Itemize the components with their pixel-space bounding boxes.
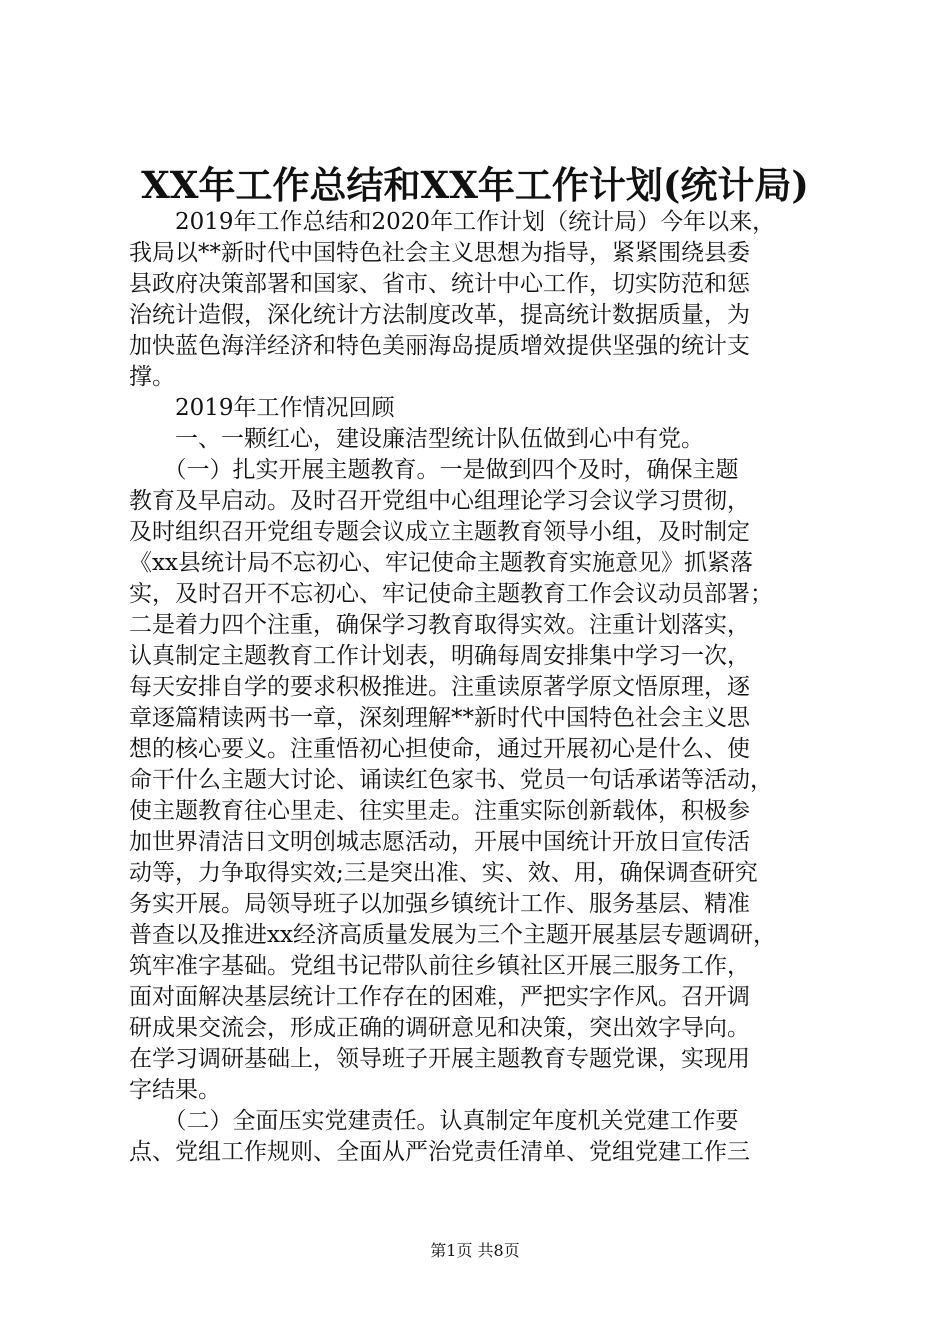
body-text-line: 加快蓝色海洋经济和特色美丽海岛提质增效提供坚强的统计支 — [129, 333, 750, 359]
body-text-line: 筑牢准字基础。党组书记带队前往乡镇社区开展三服务工作， — [129, 953, 750, 979]
body-text-line: 实，及时召开不忘初心、牢记使命主题教育工作会议动员部署； — [129, 581, 773, 607]
body-text-line: 2019年工作总结和2020年工作计划（统计局）今年以来， — [129, 209, 776, 235]
body-text-line: 二是着力四个注重，确保学习教育取得实效。注重计划落实， — [129, 612, 750, 638]
body-text-line: 教育及早启动。及时召开党组中心组理论学习会议学习贯彻， — [129, 488, 750, 514]
body-text-line: 在学习调研基础上，领导班子开展主题教育专题党课，实现用 — [129, 1046, 750, 1072]
body-text-line: 加世界清洁日文明创城志愿活动，开展中国统计开放日宣传活 — [129, 829, 750, 855]
body-text-line: 撑。 — [129, 364, 175, 390]
body-text-line: 治统计造假，深化统计方法制度改革，提高统计数据质量，为 — [129, 302, 750, 328]
body-text-line: 《xx县统计局不忘初心、牢记使命主题教育实施意见》抓紧落 — [129, 550, 753, 576]
body-text-line: 字结果。 — [129, 1077, 221, 1103]
body-text-line: （一）扎实开展主题教育。一是做到四个及时，确保主题 — [129, 457, 739, 483]
body-text-line: 2019年工作情况回顾 — [129, 395, 395, 421]
body-text-line: 面对面解决基层统计工作存在的困难，严把实字作风。召开调 — [129, 984, 750, 1010]
body-text-line: 普查以及推进xx经济高质量发展为三个主题开展基层专题调研， — [129, 922, 776, 948]
body-text-line: 点、党组工作规则、全面从严治党责任清单、党组党建工作三 — [129, 1139, 750, 1165]
body-text-line: 想的核心要义。注重悟初心担使命，通过开展初心是什么、使 — [129, 736, 750, 762]
body-text-line: 及时组织召开党组专题会议成立主题教育领导小组，及时制定 — [129, 519, 750, 545]
body-text-line: 认真制定主题教育工作计划表，明确每周安排集中学习一次， — [129, 643, 750, 669]
body-text-line: 命干什么主题大讨论、诵读红色家书、党员一句话承诺等活动， — [129, 767, 773, 793]
body-text-line: 务实开展。局领导班子以加强乡镇统计工作、服务基层、精准 — [129, 891, 750, 917]
page-footer: 第1页 共8页 — [430, 1241, 520, 1260]
body-text-line: 研成果交流会，形成正确的调研意见和决策，突出效字导向。 — [129, 1015, 750, 1041]
body-text-line: 每天安排自学的要求积极推进。注重读原著学原文悟原理，逐 — [129, 674, 750, 700]
body-text-line: （二）全面压实党建责任。认真制定年度机关党建工作要 — [129, 1108, 739, 1134]
body-text-line: 动等，力争取得实效;三是突出准、实、效、用，确保调查研究 — [129, 860, 758, 886]
body-text-line: 一、一颗红心，建设廉洁型统计队伍做到心中有党。 — [129, 426, 704, 452]
document-body — [129, 207, 831, 1168]
body-text-line: 章逐篇精读两书一章，深刻理解**新时代中国特色社会主义思 — [129, 705, 750, 731]
document-title: XX年工作总结和XX年工作计划(统计局) — [141, 163, 809, 207]
body-text-line: 使主题教育往心里走、往实里走。注重实际创新载体，积极参 — [129, 798, 750, 824]
body-text-line: 我局以**新时代中国特色社会主义思想为指导，紧紧围绕县委 — [129, 240, 750, 266]
body-text-line: 县政府决策部署和国家、省市、统计中心工作，切实防范和惩 — [129, 271, 750, 297]
